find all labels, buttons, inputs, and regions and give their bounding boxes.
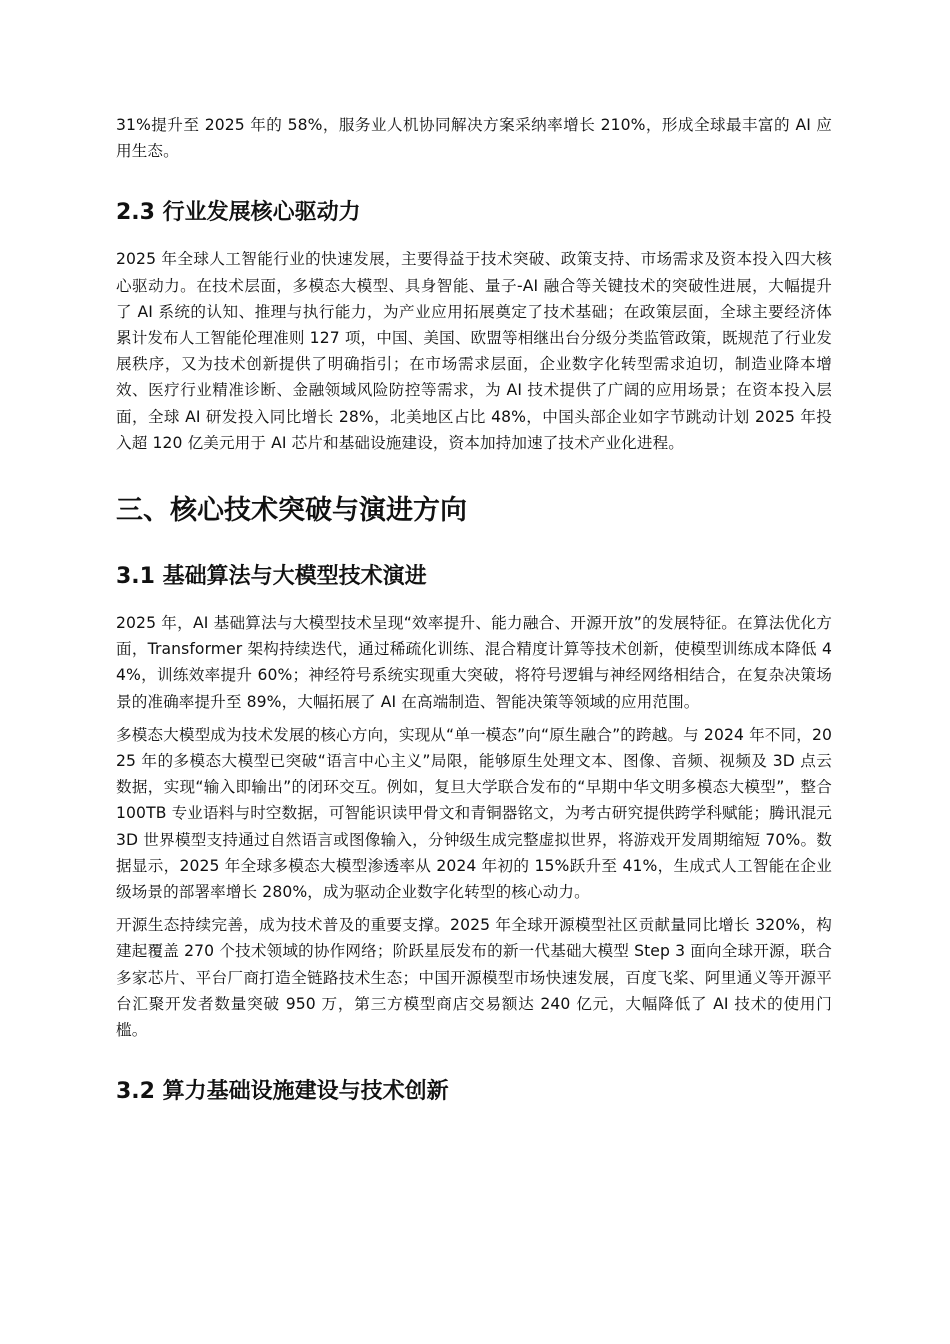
document-page [116,112,832,1107]
paragraph-intro-tail: 31%提升至 2025 年的 58%，服务业人机协同解决方案采纳率增长 210%，形成全球最丰富的 AI 应用生态。 [116,116,832,161]
paragraph-open-source: 开源生态持续完善，成为技术普及的重要支撑。2025 年全球开源模型社区贡献量同比增长 320%，构建起覆盖 270 个技术领域的协作网络；阶跃星辰发布的新一代基础大模型 Step 3 面向全球开源，联合多家芯片、平台厂商打造全链路技术生态；中国开源模型市场快速发展，百度飞桨、阿里通义等开源平台汇聚开发者数量突破 950 万，第三方模型商店交易额达 240 亿元，大幅降低了 AI 技术的使用门槛。 [116,916,832,1040]
heading-3: 三、核心技术突破与演进方向 [116,495,467,527]
paragraph-drivers: 2025 年全球人工智能行业的快速发展，主要得益于技术突破、政策支持、市场需求及资本投入四大核心驱动力。在技术层面，多模态大模型、具身智能、量子-AI 融合等关键技术的突破性进展，大幅提升了 AI 系统的认知、推理与执行能力，为产业应用拓展奠定了技术基础；在政策层面，全球主要经济体累计发布人工智能伦理准则 127 项，中国、美国、欧盟等相继出台分级分类监管政策，既规范了行业发展秩序，又为技术创新提供了明确指引；在市场需求层面，企业数字化转型需求迫切，制造业降本增效、医疗行业精准诊断、金融领域风险防控等需求，为 AI 技术提供了广阔的应用场景；在资本投入层面，全球 AI 研发投入同比增长 28%，北美地区占比 48%，中国头部企业如字节跳动计划 2025 年投入超 120 亿美元用于 AI 芯片和基础设施建设，资本加持加速了技术产业化进程。 [116,250,832,452]
heading-3-2: 3.2 算力基础设施建设与技术创新 [116,1079,449,1105]
heading-3-1: 3.1 基础算法与大模型技术演进 [116,564,427,590]
heading-2-3: 2.3 行业发展核心驱动力 [116,200,361,226]
paragraph-algorithms: 2025 年，AI 基础算法与大模型技术呈现“效率提升、能力融合、开源开放”的发展特征。在算法优化方面，Transformer 架构持续迭代，通过稀疏化训练、混合精度计算等技术创新，使模型训练成本降低 44%，训练效率提升 60%；神经符号系统实现重大突破，将符号逻辑与神经网络相结合，在复杂决策场景的准确率提升至 89%，大幅拓展了 AI 在高端制造、智能决策等领域的应用范围。 [116,614,832,711]
paragraph-multimodal: 多模态大模型成为技术发展的核心方向，实现从“单一模态”向“原生融合”的跨越。与 2024 年不同，2025 年的多模态大模型已突破“语言中心主义”局限，能够原生处理文本、图像、音频、视频及 3D 点云数据，实现“输入即输出”的闭环交互。例如，复旦大学联合发布的“早期中华文明多模态大模型”，整合 100TB 专业语料与时空数据，可智能识读甲骨文和青铜器铭文，为考古研究提供跨学科赋能；腾讯混元 3D 世界模型支持通过自然语言或图像输入，分钟级生成完整虚拟世界，将游戏开发周期缩短 70%。数据显示，2025 年全球多模态大模型渗透率从 2024 年初的 15%跃升至 41%，生成式人工智能在企业级场景的部署率增长 280%，成为驱动企业数字化转型的核心动力。 [116,725,832,902]
